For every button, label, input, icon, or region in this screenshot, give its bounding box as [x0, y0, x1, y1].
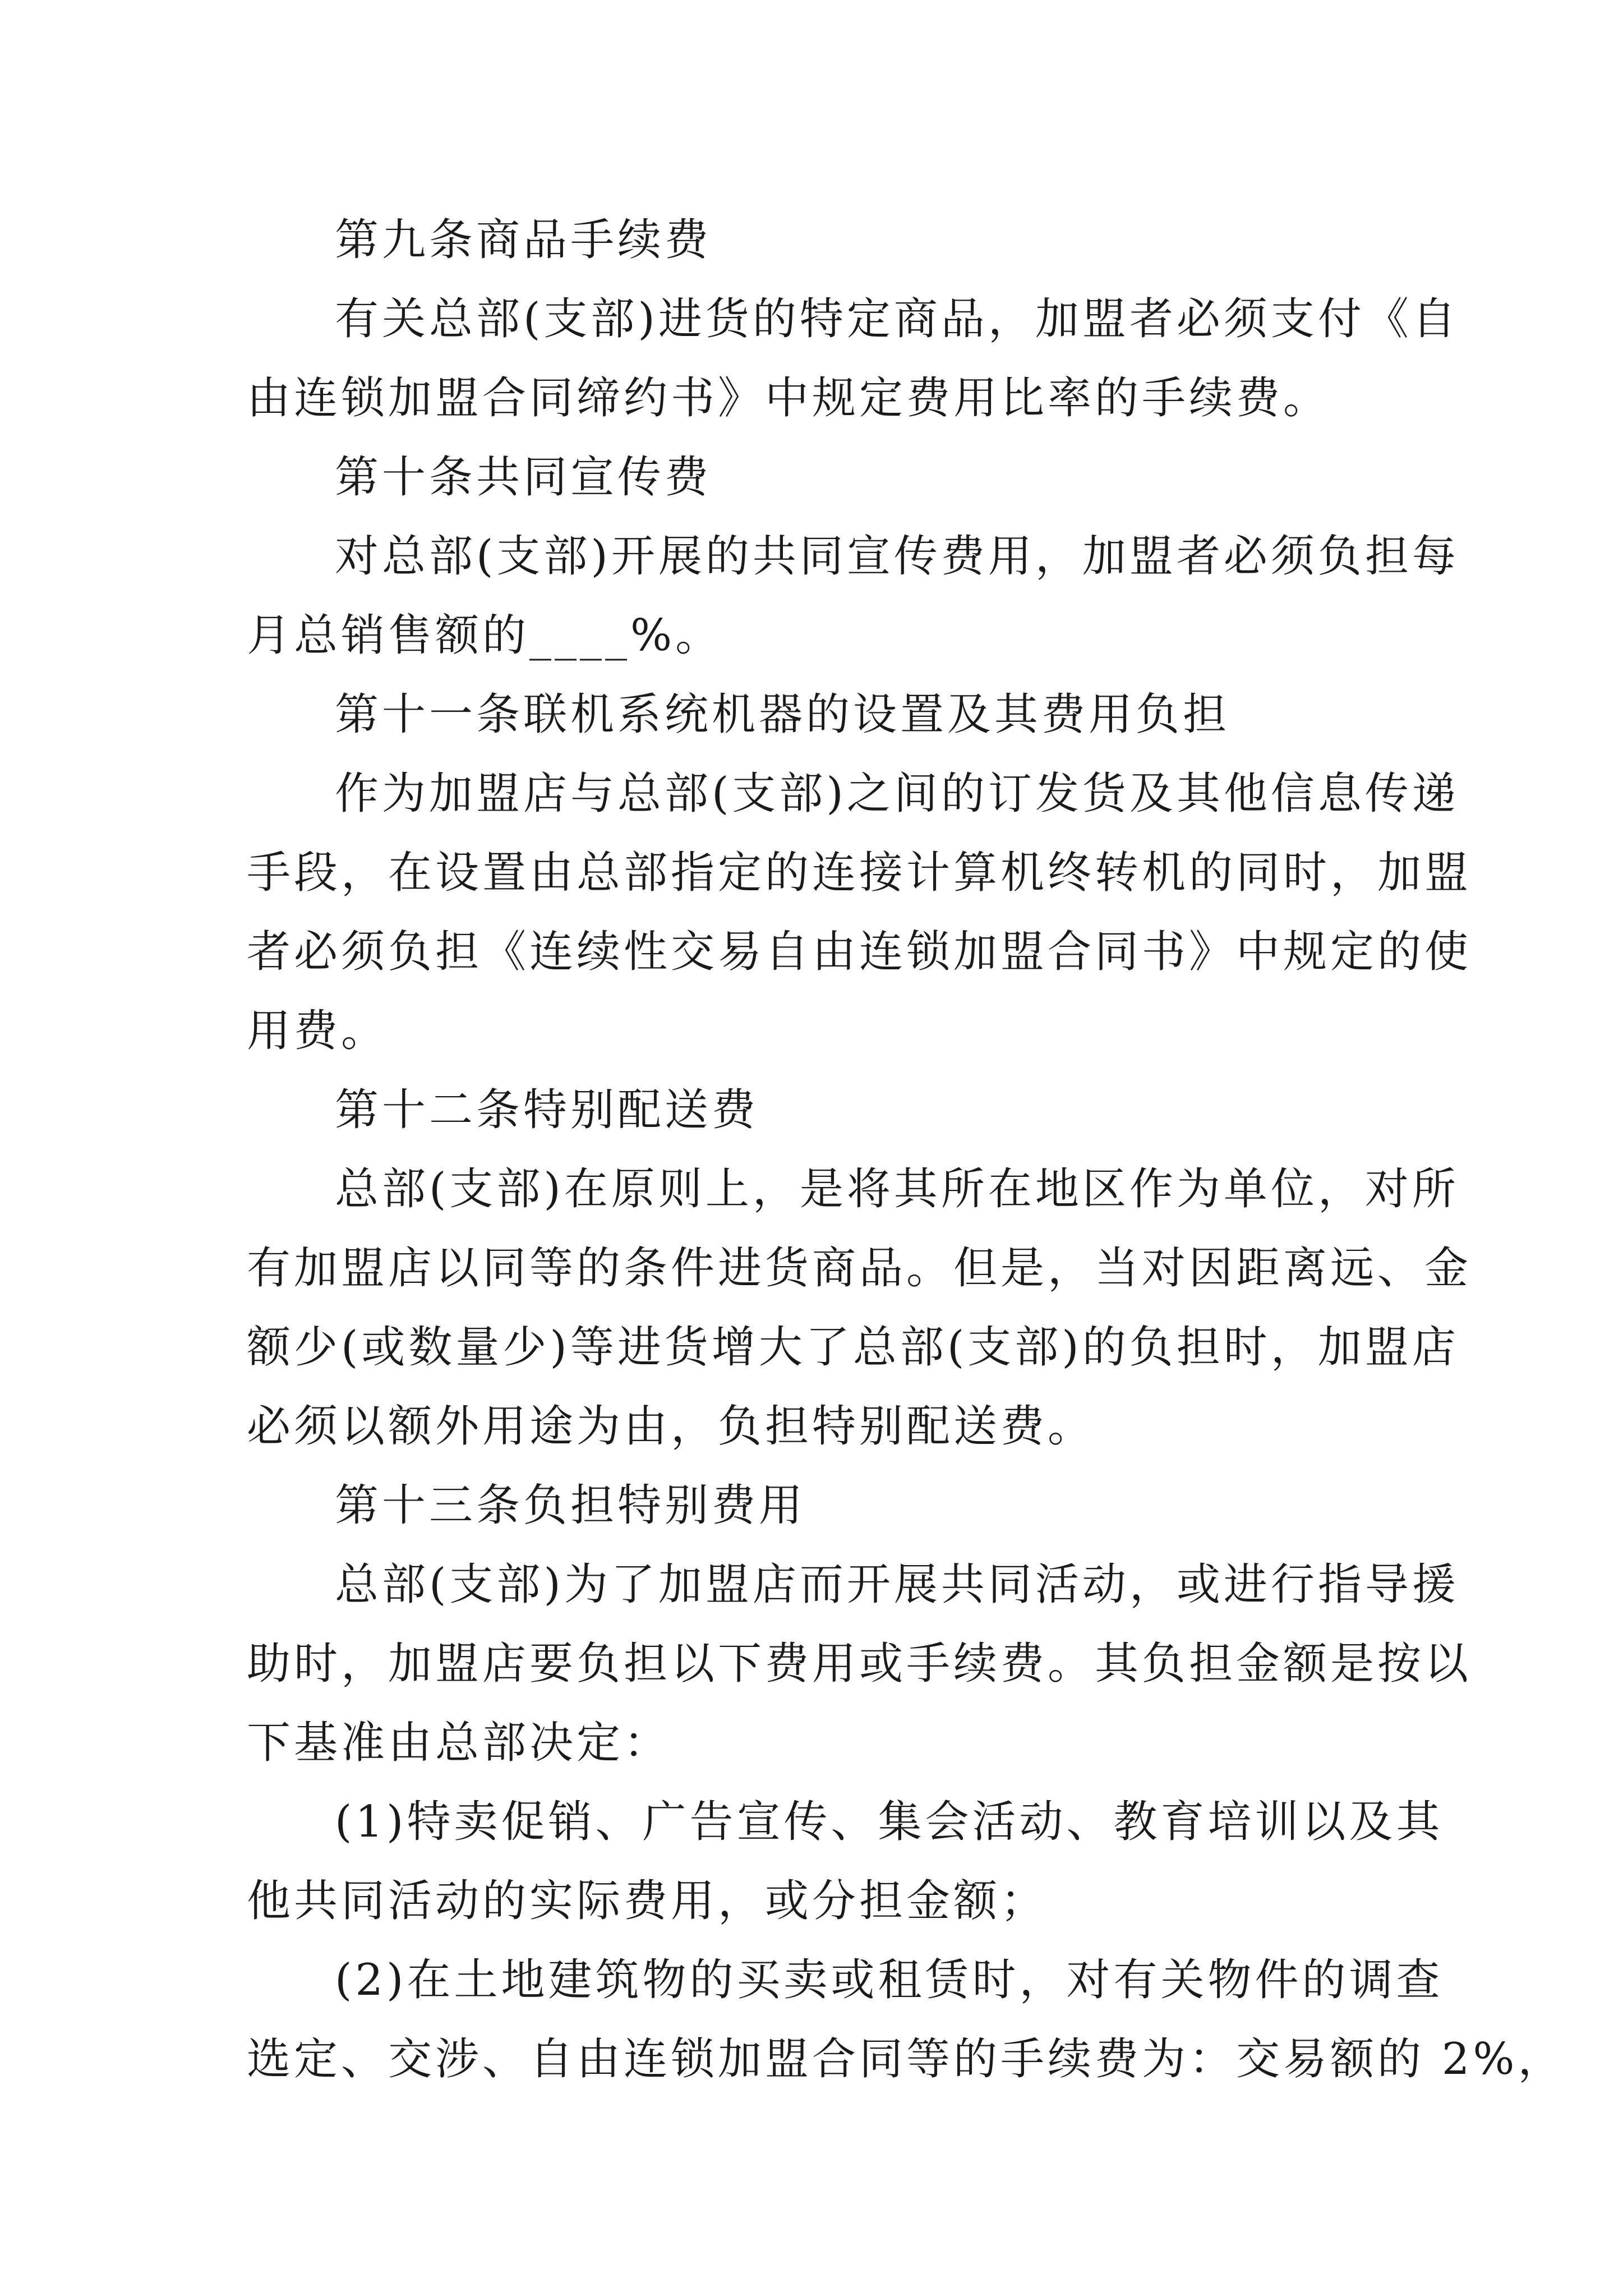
text-line: 者必须负担《连续性交易自由连锁加盟合同书》中规定的使: [247, 927, 1472, 977]
text-line: 下基准由总部决定：: [247, 1718, 671, 1768]
text-line: 手段，在设置由总部指定的连接计算机终转机的同时，加盟: [247, 848, 1472, 898]
list-item-2: (2)在土地建筑物的买卖或租赁时，对有关物件的调查: [335, 1955, 1444, 2005]
article-10-heading: 第十条共同宣传费: [335, 452, 712, 503]
article-12-heading: 第十二条特别配送费: [335, 1085, 759, 1135]
article-9-heading: 第九条商品手续费: [335, 215, 712, 265]
text-line: 月总销售额的____%。: [247, 610, 723, 661]
text-line: 对总部(支部)开展的共同宣传费用，加盟者必须负担每: [335, 531, 1459, 582]
text-line: 他共同活动的实际费用，或分担金额；: [247, 1876, 1048, 1926]
text-line: 总部(支部)在原则上，是将其所在地区作为单位，对所: [335, 1164, 1459, 1214]
article-11-heading: 第十一条联机系统机器的设置及其费用负担: [335, 689, 1230, 740]
document-body: [247, 201, 1565, 2099]
text-line: 选定、交涉、自由连锁加盟合同等的手续费为：交易额的 2%，: [247, 2034, 1565, 2085]
text-line: 用费。: [247, 1006, 389, 1056]
text-line: 有关总部(支部)进货的特定商品，加盟者必须支付《自: [335, 294, 1459, 344]
text-line: 作为加盟店与总部(支部)之间的订发货及其他信息传递: [335, 769, 1459, 819]
text-line: 必须以额外用途为由，负担特别配送费。: [247, 1401, 1095, 1452]
text-line: 额少(或数量少)等进货增大了总部(支部)的负担时，加盟店: [247, 1322, 1459, 1373]
text-line: 总部(支部)为了加盟店而开展共同活动，或进行指导援: [335, 1559, 1459, 1610]
text-line: 有加盟店以同等的条件进货商品。但是，当对因距离远、金: [247, 1243, 1472, 1294]
article-13-heading: 第十三条负担特别费用: [335, 1480, 806, 1531]
text-line: 由连锁加盟合同缔约书》中规定费用比率的手续费。: [247, 373, 1331, 424]
list-item-1: (1)特卖促销、广告宣传、集会活动、教育培训以及其: [335, 1797, 1444, 1847]
text-line: 助时，加盟店要负担以下费用或手续费。其负担金额是按以: [247, 1639, 1472, 1689]
